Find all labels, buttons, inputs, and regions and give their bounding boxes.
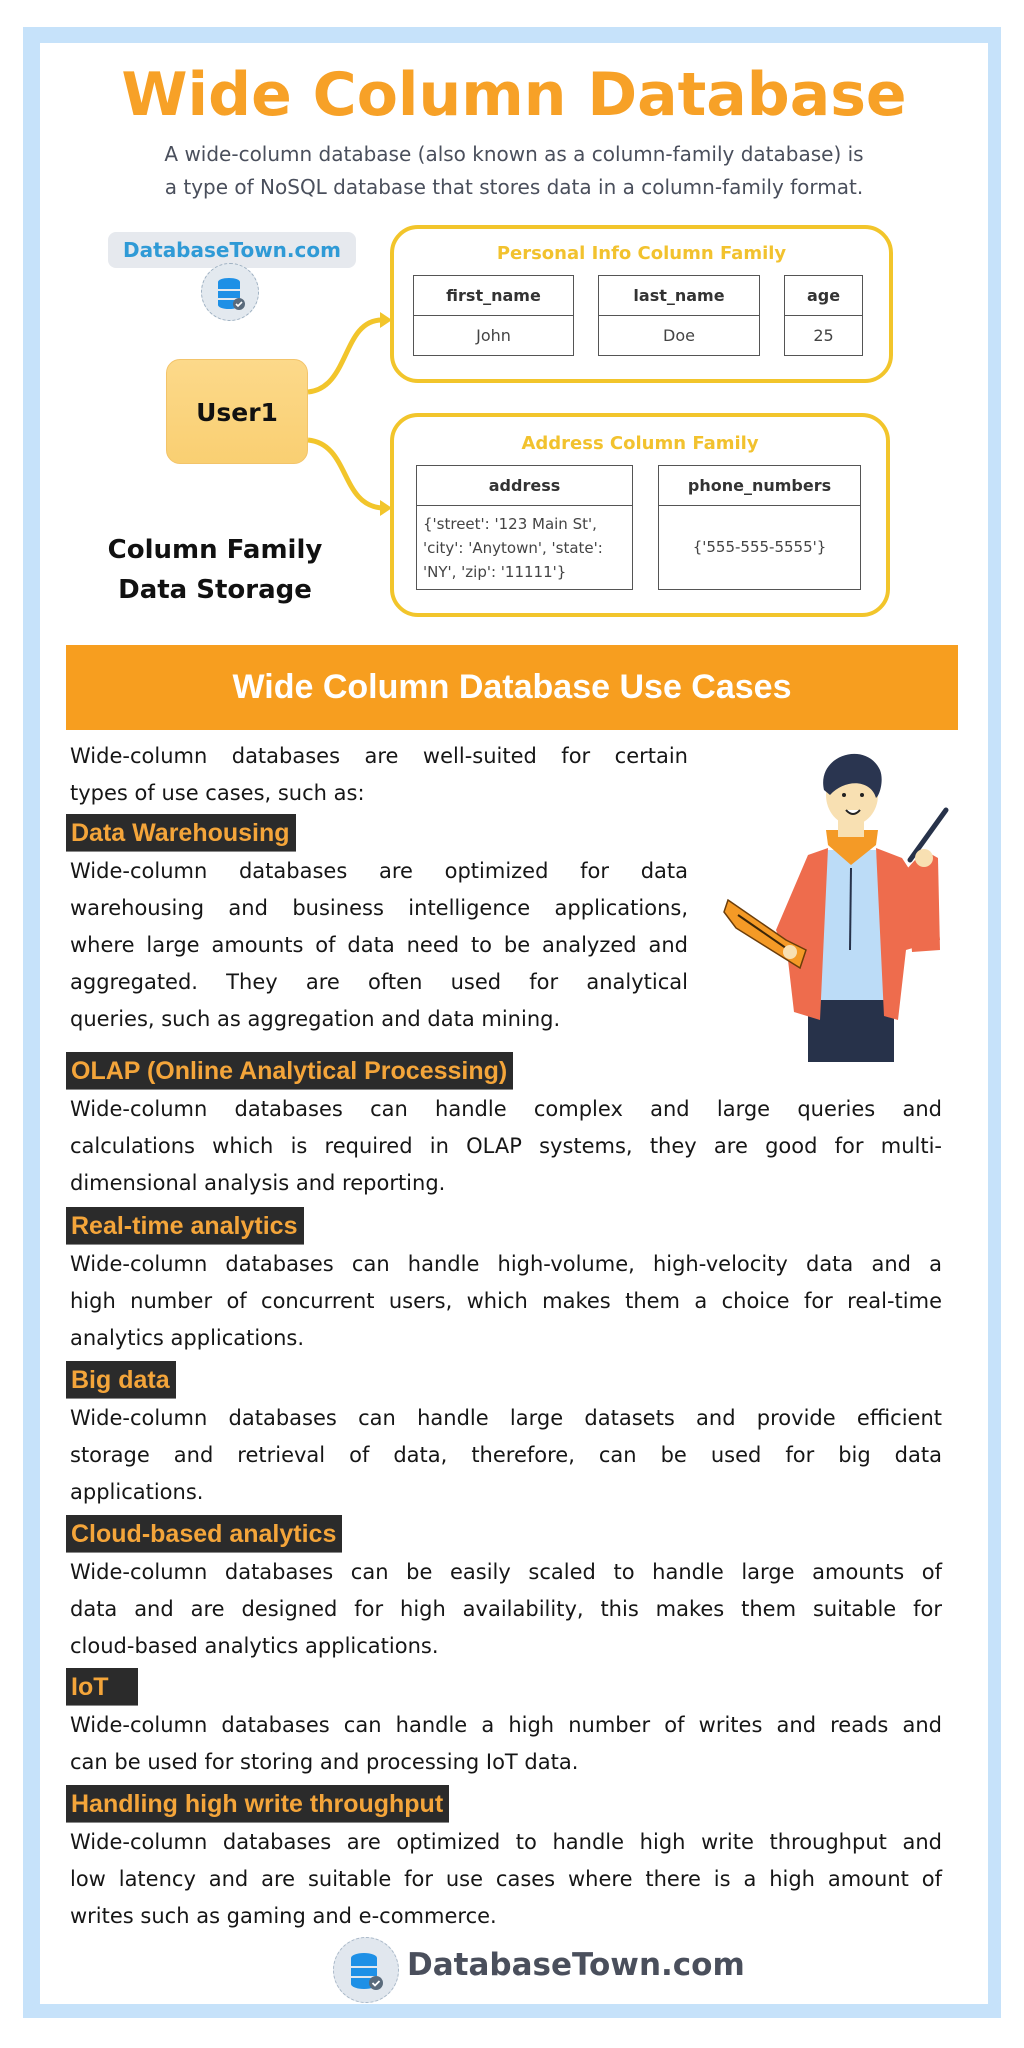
value-line: {'street': '123 Main St', xyxy=(423,515,597,533)
text-line: low latency and are suitable for use cases where there is a high amount of xyxy=(70,1867,942,1891)
text-line: aggregated. They are often used for analytical xyxy=(70,970,688,994)
database-check-icon xyxy=(201,263,259,321)
database-check-icon xyxy=(333,1937,399,2003)
body-iot xyxy=(70,1707,942,1781)
text-line: Wide-column databases can handle high-volume, high-velocity data and a xyxy=(70,1252,942,1276)
text-line: queries, such as aggregation and data mining. xyxy=(70,1007,561,1031)
text-line: Wide-column databases can be easily scaled to handle large amounts of xyxy=(70,1560,942,1584)
column-phone-numbers xyxy=(658,465,861,590)
column-value: John xyxy=(476,326,511,345)
text-line: calculations which is required in OLAP systems, they are good for multi- xyxy=(70,1134,942,1158)
column-header: first_name xyxy=(414,276,573,316)
address-family xyxy=(390,413,890,617)
subtitle-line: a type of NoSQL database that stores data in a column-family format. xyxy=(164,175,864,199)
subtitle-line: A wide-column database (also known as a column-family database) is xyxy=(164,142,864,166)
family-title: Address Column Family xyxy=(521,433,759,454)
column-value xyxy=(417,506,632,584)
text-line: warehousing and business intelligence applications, xyxy=(70,896,688,920)
text-line: where large amounts of data need to be analyzed and xyxy=(70,933,688,957)
body-olap xyxy=(70,1091,942,1202)
text-line: applications. xyxy=(70,1480,204,1504)
intro-text xyxy=(70,738,688,812)
heading-olap: OLAP (Online Analytical Processing) xyxy=(66,1052,513,1090)
column-header: age xyxy=(785,276,862,316)
text-line: Wide-column databases can handle a high number of writes and reads and xyxy=(70,1713,942,1737)
heading-data-warehousing: Data Warehousing xyxy=(66,814,296,852)
heading-iot: IoT xyxy=(66,1668,138,1706)
text-line: data and are designed for high availability, this makes them suitable for xyxy=(70,1597,942,1621)
body-real-time-analytics xyxy=(70,1246,942,1357)
caption-line: Data Storage xyxy=(118,575,312,605)
body-big-data xyxy=(70,1400,942,1511)
column-header: last_name xyxy=(599,276,759,316)
text-line: Wide-column databases can handle complex and large queries and xyxy=(70,1097,942,1121)
page-subtitle xyxy=(60,138,968,204)
teacher-illustration xyxy=(716,740,956,1070)
column-last-name xyxy=(598,275,760,356)
text-line: writes such as gaming and e-commerce. xyxy=(70,1904,497,1928)
text-line: Wide-column databases are optimized for data xyxy=(70,859,688,883)
heading-real-time-analytics: Real-time analytics xyxy=(66,1207,304,1245)
text-line: Wide-column databases are optimized to handle high write throughput and xyxy=(70,1830,942,1854)
text-line: can be used for storing and processing IoT data. xyxy=(70,1750,579,1774)
text-line: Wide-column databases are well-suited for certain xyxy=(70,744,688,768)
personal-info-family xyxy=(390,225,893,383)
use-cases-banner: Wide Column Database Use Cases xyxy=(66,645,958,730)
column-value: {'555-555-5555'} xyxy=(692,538,827,556)
heading-cloud-based-analytics: Cloud-based analytics xyxy=(66,1515,342,1553)
column-address xyxy=(416,465,633,590)
connector-arrows xyxy=(300,300,400,530)
row-key-user1: User1 xyxy=(166,359,308,464)
column-first-name xyxy=(413,275,574,356)
body-high-write-throughput xyxy=(70,1824,942,1935)
text-line: Wide-column databases can handle large datasets and provide efficient xyxy=(70,1406,942,1430)
column-value: 25 xyxy=(813,326,834,345)
heading-big-data: Big data xyxy=(66,1361,176,1399)
diagram-caption xyxy=(80,530,350,610)
column-value: Doe xyxy=(663,326,695,345)
value-line: 'city': 'Anytown', 'state': xyxy=(423,539,603,557)
value-line: 'NY', 'zip': '11111'} xyxy=(423,563,567,581)
brand-label: DatabaseTown.com xyxy=(108,232,356,268)
column-header: phone_numbers xyxy=(659,466,860,506)
page-title: Wide Column Database xyxy=(121,60,907,130)
heading-high-write-throughput: Handling high write throughput xyxy=(66,1785,449,1823)
column-header: address xyxy=(417,466,632,506)
column-age xyxy=(784,275,863,356)
text-line: storage and retrieval of data, therefore, can be used for big data xyxy=(70,1443,942,1467)
text-line: dimensional analysis and reporting. xyxy=(70,1171,446,1195)
text-line: cloud-based analytics applications. xyxy=(70,1634,439,1658)
text-line: types of use cases, such as: xyxy=(70,781,365,805)
body-data-warehousing xyxy=(70,853,688,1038)
body-cloud-based-analytics xyxy=(70,1554,942,1665)
footer-brand: DatabaseTown.com xyxy=(407,1947,745,1983)
family-title: Personal Info Column Family xyxy=(496,243,787,264)
text-line: high number of concurrent users, which makes them a choice for real-time xyxy=(70,1289,942,1313)
text-line: analytics applications. xyxy=(70,1326,304,1350)
caption-line: Column Family xyxy=(107,535,323,565)
